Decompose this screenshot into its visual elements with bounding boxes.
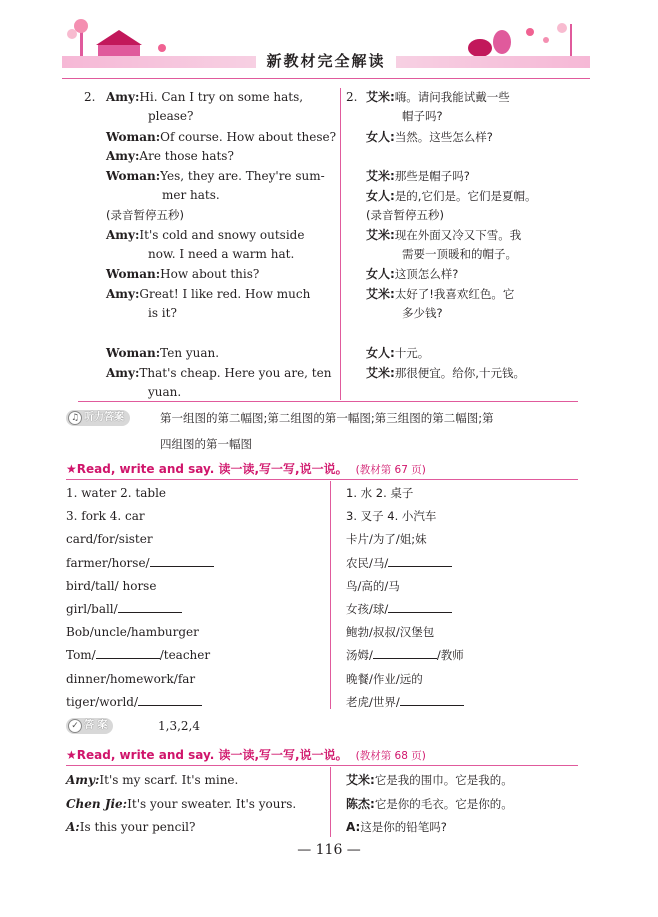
dialogue-line [106,148,234,164]
speaker-label-cn: 女人: [366,346,395,360]
word-text-cn: 卡片/为了/姐;妹 [346,532,427,547]
word-row-cn [346,624,434,640]
speaker-label: Chen Jie: [66,796,128,811]
dialogue-text: It's cold and snowy outside [139,228,305,242]
dialogue-line-cont: please? [148,109,194,123]
dialogue-line-cont-cn: 帽子吗? [402,109,443,123]
word-text: tiger/world/ [66,694,139,709]
answer-tag: ✓ 答 案 [66,718,113,734]
dialogue-line-cn [366,227,521,243]
fill-in-blank [150,556,214,567]
word-text: Tom/ [66,648,96,663]
dialogue-text-cn: 那很便宜。给你,十元钱。 [394,366,525,380]
sentence-row [66,772,238,788]
dialogue-line-cn [366,129,493,145]
speaker-label: Woman: [106,130,161,144]
word-text: Bob/uncle/hamburger [66,625,199,640]
speaker-label: Woman: [106,169,161,183]
word-text-cn: /教师 [436,648,464,663]
speaker-label-cn: 陈杰: [346,796,375,811]
dialogue-line [106,89,303,105]
sentence-text: Is this your pencil? [79,820,196,834]
page-number: — 116 — [297,842,361,858]
dialogue-text-cn: 那些是帽子吗? [394,169,470,183]
dialogue-text: Are those hats? [139,149,234,163]
fill-in-blank [388,602,452,613]
speaker-label: Amy: [106,228,140,242]
page-header-banner [62,18,590,82]
dialogue-line-cn [366,365,525,381]
dialogue-line-cont: is it? [148,306,177,320]
speaker-label-cn: 艾米: [366,169,395,183]
dialogue-line-cn [366,89,510,105]
word-text-cn: 老虎/世界/ [346,694,400,709]
dialogue-line-cont: mer hats. [162,188,220,202]
dialogue-line-cont-cn: 多少钱? [402,306,443,320]
word-row-cn [346,508,436,524]
dialogue-text-cn: 现在外面又冷又下雪。我 [394,228,522,242]
word-text-cn: 3. 叉子 4. 小汽车 [346,509,437,524]
word-row [66,531,153,547]
dialogue-text-cn: 是的,它们是。它们是夏帽。 [394,189,537,203]
dialogue-line [106,286,310,302]
fill-in-blank [373,648,437,659]
speaker-label-cn: 女人: [366,130,395,144]
word-row [66,601,182,617]
dialogue-text-cn: 嗨。请问我能试戴一些 [394,90,510,104]
listening-answer-tag: ♫ 听力答案 [66,410,130,426]
page-title: 新教材完全解读 [62,50,590,71]
speaker-label-cn: 艾米: [366,366,395,380]
fill-in-blank [388,556,452,567]
section-heading-p67: ★Read, write and say. 读一读,写一写,说一说。 (教材第 67 页) [66,462,426,476]
speaker-label: Amy: [66,773,100,787]
word-row-cn [346,601,452,617]
word-text: /teacher [159,648,211,663]
sentence-text: It's my scarf. It's mine. [99,773,239,787]
speaker-label-cn: A: [346,820,361,834]
dialogue-text: Ten yuan. [160,346,220,360]
dialogue-text-cn: 十元。 [394,346,430,360]
dialogue-text-cn: 太好了!我喜欢红色。它 [394,287,515,301]
word-row [66,694,202,710]
sentence-row [66,796,296,812]
section-heading-p68: ★Read, write and say. 读一读,写一写,说一说。 (教材第 68 页) [66,748,426,762]
word-row-cn [346,555,452,571]
sentence-text: It's your sweater. It's yours. [127,796,297,811]
dialogue-text: Of course. How about these? [160,130,337,144]
heading-rule-p67 [66,479,578,480]
pause-note-cn: (录音暂停五秒) [366,208,444,222]
sentence-row [66,819,195,835]
sentence-row-cn [346,796,513,812]
speaker-label-cn: 女人: [366,267,395,281]
word-text: girl/ball/ [66,602,118,616]
speaker-label-cn: 女人: [366,189,395,203]
answer-icon: ✓ [68,719,82,733]
speaker-label-cn: 艾米: [346,773,375,787]
speaker-label: Amy: [106,90,140,104]
column-divider-p67 [330,481,331,709]
word-row-cn [346,671,423,687]
word-text-cn: 农民/马/ [346,555,389,570]
dialogue-text-cn: 当然。这些怎么样? [394,130,493,144]
dialogue-line-cont: now. I need a warm hat. [148,247,295,261]
dialogue-line-cn [366,286,514,302]
column-divider-p68 [330,767,331,837]
speaker-label: A: [66,820,80,834]
dialogue-text: How about this? [160,267,260,281]
word-row [66,555,214,571]
dialogue-text-cn: 这顶怎么样? [394,267,459,281]
dialogue-text: Great! I like red. How much [139,287,311,301]
word-text-cn: 汤姆/ [346,648,373,663]
dialogue-line-cont-cn: 需要一顶暖和的帽子。 [402,247,517,261]
word-row [66,508,145,524]
word-text-cn: 1. 水 2. 桌子 [346,486,414,500]
word-text: dinner/homework/far [66,671,196,686]
dialogue-line-cont: yuan. [148,385,182,399]
dialogue-number: 2. [84,90,96,104]
speaker-label-cn: 艾米: [366,287,395,301]
word-row-cn [346,485,413,501]
sentence-text-cn: 它是我的围巾。它是我的。 [374,773,513,787]
section-rule [78,401,578,402]
word-text: 3. fork 4. car [66,509,145,524]
column-divider [340,88,341,400]
dialogue-text: Yes, they are. They're sum- [160,169,325,183]
dialogue-line-cn [366,345,429,361]
word-text: bird/tall/ horse [66,578,157,593]
dialogue-number-cn: 2. [346,90,358,104]
dialogue-text: That's cheap. Here you are, ten [139,366,332,380]
word-row [66,647,210,663]
sentence-row-cn [346,819,447,835]
listening-answer-line-1: 第一组图的第二幅图;第二组图的第一幅图;第三组图的第二幅图;第 [160,411,494,425]
dialogue-line [106,345,219,361]
speaker-label-cn: 艾米: [366,90,395,104]
fill-in-blank [118,602,182,613]
fill-in-blank [96,648,160,659]
speaker-label: Amy: [106,287,140,301]
word-text: 1. water 2. table [66,486,167,500]
speaker-label-cn: 艾米: [366,228,395,242]
sentence-text-cn: 这是你的铅笔吗? [360,820,447,834]
speaker-label: Woman: [106,346,161,360]
word-row-cn [346,578,400,594]
fill-in-blank [400,695,464,706]
sentence-row-cn [346,772,513,788]
header-rule [62,78,590,79]
word-row [66,624,199,640]
word-row-cn [346,694,464,710]
word-text-cn: 鸟/高的/马 [346,578,400,593]
fill-in-blank [138,695,202,706]
word-text-cn: 晚餐/作业/远的 [346,671,423,686]
word-row [66,578,156,594]
word-text: card/for/sister [66,532,153,547]
dialogue-line-cn [366,266,458,282]
dialogue-line [106,266,259,282]
dialogue-line [106,365,331,381]
dialogue-text: Hi. Can I try on some hats, [139,90,304,104]
answer-value: 1,3,2,4 [158,719,200,733]
heading-rule-p68 [66,765,578,766]
word-text: farmer/horse/ [66,555,150,570]
speaker-label: Amy: [106,149,140,163]
dialogue-line-cn [366,188,536,204]
listening-answer-line-2: 四组图的第一幅图 [160,437,252,451]
dialogue-line [106,168,325,184]
word-row-cn [346,531,427,547]
pause-note: (录音暂停五秒) [106,208,184,222]
speaker-label: Amy: [106,366,140,380]
dialogue-line [106,129,336,145]
word-row [66,671,195,687]
word-text-cn: 鲍勃/叔叔/汉堡包 [346,625,435,640]
speaker-label: Woman: [106,267,161,281]
sentence-text-cn: 它是你的毛衣。它是你的。 [374,796,513,811]
headphone-icon: ♫ [68,411,82,425]
dialogue-line-cn [366,168,470,184]
word-row-cn [346,647,464,663]
word-text-cn: 女孩/球/ [346,602,389,616]
dialogue-line [106,227,304,243]
word-row [66,485,166,501]
